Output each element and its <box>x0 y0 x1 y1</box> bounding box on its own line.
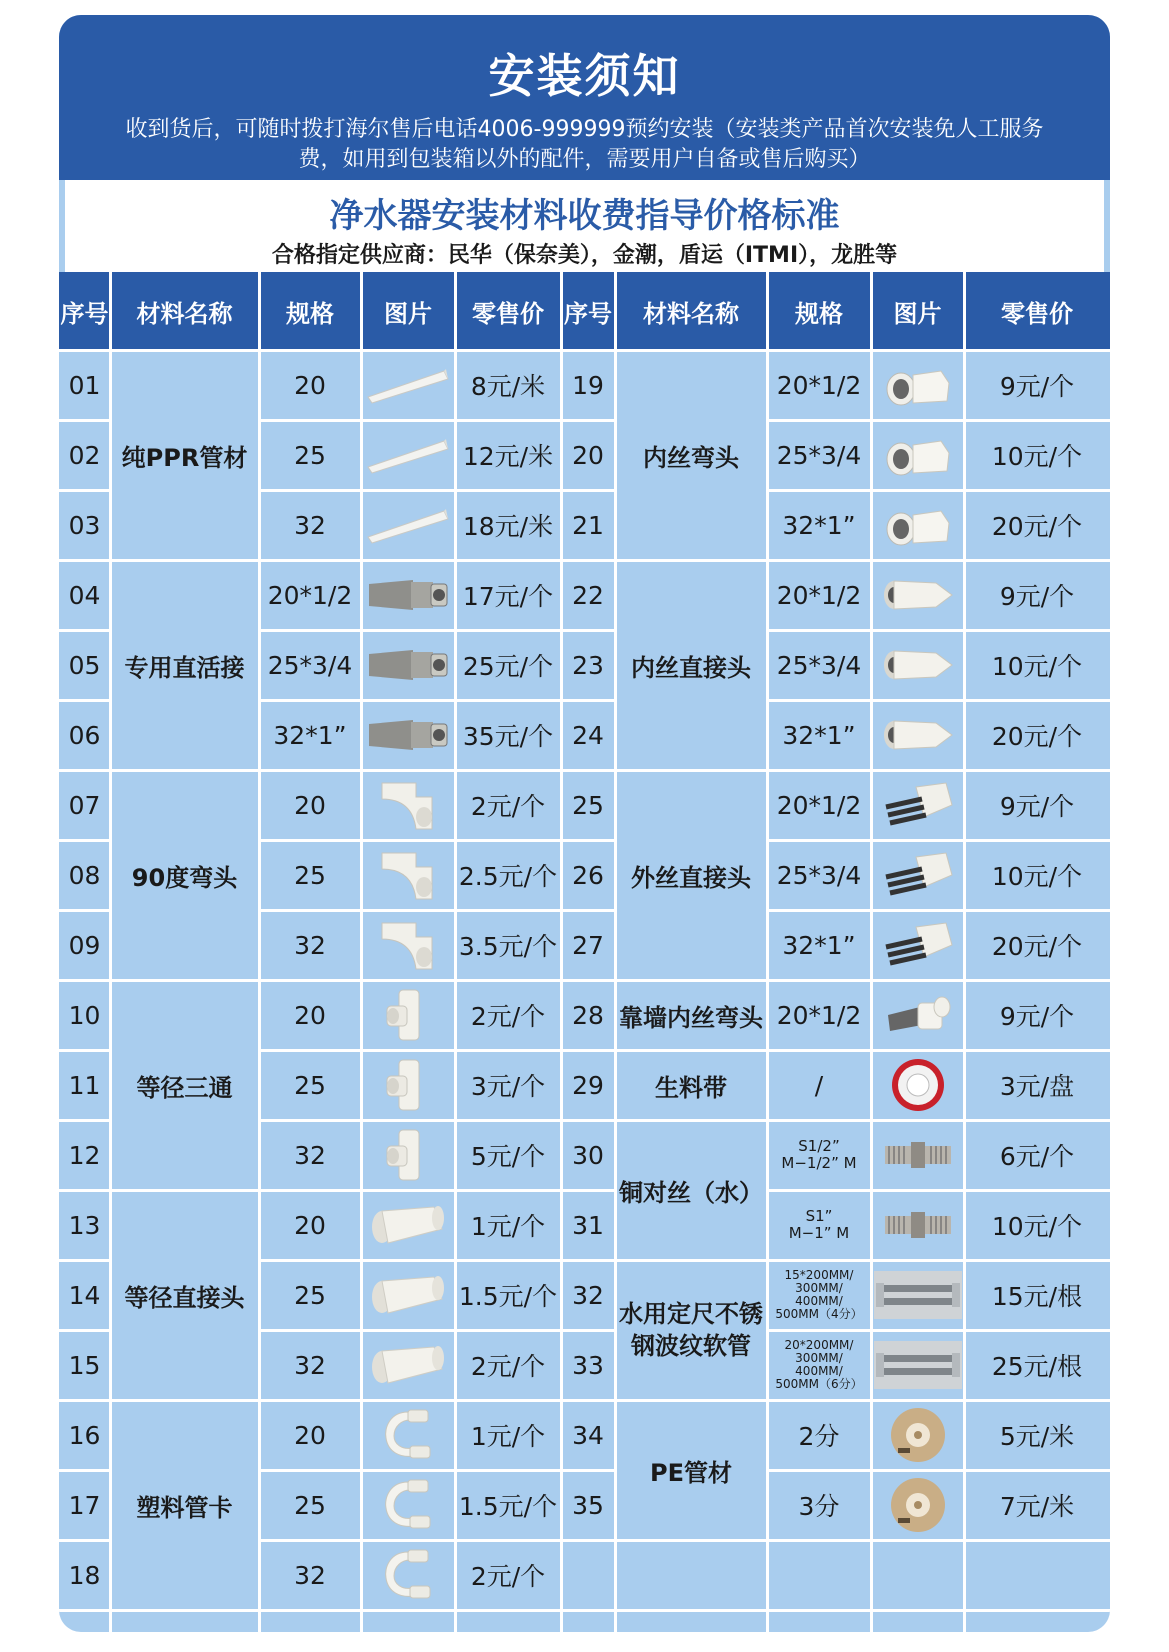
retail-price: 25元/根 <box>991 1352 1083 1381</box>
grid-line <box>767 1469 1110 1472</box>
grid-line <box>59 1399 110 1402</box>
female-elbow-icon <box>871 350 964 420</box>
grid-line <box>615 559 767 562</box>
grid-line <box>767 1399 1110 1402</box>
retail-price: 5元/米 <box>999 1422 1075 1451</box>
grid-line <box>360 272 363 1632</box>
grid-line <box>615 979 767 982</box>
spec <box>767 1540 871 1610</box>
grid-line <box>963 272 966 1632</box>
grid-line <box>767 489 1110 492</box>
row-number: 21 <box>572 510 604 540</box>
row-number: 07 <box>68 790 101 820</box>
retail-price: 10元/个 <box>991 1212 1083 1241</box>
price-guide-card <box>59 15 1110 1632</box>
grid-line <box>767 909 1110 912</box>
row-number: 22 <box>572 580 604 610</box>
grid-line <box>59 419 110 422</box>
retail-price: 20元/个 <box>991 932 1083 961</box>
retail-price: 1.5元/个 <box>458 1282 558 1311</box>
row-number: 04 <box>68 580 101 610</box>
material-name: 水用定尺不锈钢波纹软管 <box>619 1300 763 1360</box>
female-coupling-icon <box>871 630 964 700</box>
row-number: 26 <box>572 860 604 890</box>
column-header: 图片 <box>361 272 455 350</box>
row-number: 31 <box>572 1210 604 1240</box>
pipe-clip-icon <box>361 1540 455 1610</box>
retail-price: 7元/米 <box>999 1492 1075 1521</box>
spec: 20 <box>294 790 326 820</box>
spec: 25*3/4 <box>776 440 862 470</box>
grid-line <box>615 1259 767 1262</box>
grid-line <box>560 272 563 1632</box>
material-name: 90度弯头 <box>131 863 238 892</box>
retail-price: 15元/根 <box>991 1282 1083 1311</box>
retail-price: 10元/个 <box>991 442 1083 471</box>
spec: 25*3/4 <box>267 650 353 680</box>
grid-line <box>259 699 615 702</box>
grid-line <box>259 349 615 352</box>
grid-line <box>259 1189 615 1192</box>
retail-price: 6元/个 <box>999 1142 1075 1171</box>
grid-line <box>615 1539 767 1542</box>
female-coupling-icon <box>871 560 964 630</box>
retail-price: 3元/盘 <box>999 1072 1075 1101</box>
retail-price: 12元/米 <box>462 442 554 471</box>
material-name: 外丝直接头 <box>631 863 751 892</box>
retail-price: 8元/米 <box>470 372 546 401</box>
grid-line <box>767 699 1110 702</box>
grid-line <box>59 1609 110 1612</box>
material-name: 等径三通 <box>136 1073 233 1102</box>
retail-price: 10元/个 <box>991 652 1083 681</box>
grid-line <box>766 272 769 1632</box>
spec: 32*1” <box>782 720 856 750</box>
notice-text: 收到货后，可随时拨打海尔售后电话4006-999999预约安装（安装类产品首次安装免人工服务费，如用到包装箱以外的配件，需要用户自备或售后购买） <box>125 117 1044 172</box>
grid-line <box>59 839 110 842</box>
grid-line <box>59 769 110 772</box>
grid-line <box>59 1189 110 1192</box>
retail-price: 9元/个 <box>999 582 1075 611</box>
row-number: 17 <box>68 1490 101 1520</box>
female-elbow-icon <box>871 490 964 560</box>
spec: 25 <box>294 1490 326 1520</box>
grid-line <box>259 839 615 842</box>
pipe-clip-icon <box>361 1470 455 1540</box>
row-number: 30 <box>572 1140 604 1170</box>
grid-line <box>59 1329 110 1332</box>
tee-icon <box>361 1120 455 1190</box>
retail-price <box>964 1540 1110 1610</box>
grid-line <box>614 272 617 1632</box>
corrugated-hose-icon <box>871 1330 964 1400</box>
row-number: 35 <box>572 1490 604 1520</box>
grid-line <box>259 489 615 492</box>
grid-line <box>870 272 873 1632</box>
spec: 20*1/2 <box>776 790 862 820</box>
grid-line <box>110 559 259 562</box>
column-header: 材料名称 <box>615 272 767 350</box>
material-name: PE管材 <box>650 1458 732 1487</box>
grid-line <box>259 1469 615 1472</box>
straight-coupling-icon <box>361 1330 455 1400</box>
pe-pipe-coil-icon <box>871 1470 964 1540</box>
price-standard-title: 净水器安装材料收费指导价格标准 <box>329 196 840 236</box>
grid-line <box>259 979 615 982</box>
row-number: 13 <box>68 1210 101 1240</box>
spec: 20*1/2 <box>776 370 862 400</box>
supplier-list: 合格指定供应商：民华（保奈美），金潮，盾运（ITMI），龙胜等 <box>271 243 898 268</box>
row-number: 32 <box>572 1280 604 1310</box>
row-number: 29 <box>572 1070 604 1100</box>
spec: 32*1” <box>782 930 856 960</box>
corrugated-hose-icon <box>871 1260 964 1330</box>
column-header: 规格 <box>767 272 871 350</box>
column-header: 图片 <box>871 272 964 350</box>
spec: 20 <box>294 1210 326 1240</box>
row-number: 03 <box>68 510 101 540</box>
retail-price: 17元/个 <box>462 582 554 611</box>
row-number: 12 <box>68 1140 101 1170</box>
pe-pipe-coil-icon <box>871 1400 964 1470</box>
grid-line <box>767 419 1110 422</box>
row-number: 23 <box>572 650 604 680</box>
union-fitting-icon <box>361 630 455 700</box>
retail-price: 1元/个 <box>470 1212 546 1241</box>
tee-icon <box>361 1050 455 1120</box>
grid-line <box>110 1189 259 1192</box>
retail-price: 9元/个 <box>999 792 1075 821</box>
grid-line <box>59 1259 110 1262</box>
grid-line <box>59 1119 110 1122</box>
grid-line <box>767 349 1110 352</box>
row-number: 27 <box>572 930 604 960</box>
spec: 2分 <box>798 1422 840 1451</box>
row-number: 33 <box>572 1350 604 1380</box>
column-header: 材料名称 <box>110 272 259 350</box>
retail-price: 3元/个 <box>470 1072 546 1101</box>
female-coupling-icon <box>871 700 964 770</box>
grid-line <box>109 272 112 1632</box>
retail-price: 2元/个 <box>470 1562 546 1591</box>
material-name: 靠墙内丝弯头 <box>619 1003 763 1032</box>
row-number: 11 <box>68 1070 101 1100</box>
grid-line <box>767 1539 1110 1542</box>
union-fitting-icon <box>361 560 455 630</box>
ppr-pipe-icon <box>361 490 455 560</box>
retail-price: 3.5元/个 <box>458 932 558 961</box>
grid-line <box>259 909 615 912</box>
row-number: 15 <box>68 1350 101 1380</box>
spec: 20 <box>294 370 326 400</box>
wall-elbow-icon <box>871 980 964 1050</box>
grid-line <box>767 1189 1110 1192</box>
spec: 20 <box>294 1420 326 1450</box>
grid-line <box>259 769 615 772</box>
grid-line <box>767 1259 1110 1262</box>
row-number: 25 <box>572 790 604 820</box>
installation-notice-banner <box>59 15 1110 180</box>
retail-price: 10元/个 <box>991 862 1083 891</box>
retail-price: 20元/个 <box>991 512 1083 541</box>
spec: 25 <box>294 1070 326 1100</box>
straight-coupling-icon <box>361 1190 455 1260</box>
retail-price: 2元/个 <box>470 792 546 821</box>
row-number: 16 <box>68 1420 101 1450</box>
column-header: 规格 <box>259 272 361 350</box>
ppr-pipe-icon <box>361 420 455 490</box>
spec: 32*1” <box>782 510 856 540</box>
female-elbow-icon <box>871 420 964 490</box>
grid-line <box>110 769 259 772</box>
grid-line <box>259 1609 615 1612</box>
spec: 25*3/4 <box>776 860 862 890</box>
grid-line <box>110 1399 259 1402</box>
elbow-90-icon <box>361 910 455 980</box>
material-name: 纯PPR管材 <box>121 443 248 472</box>
spec: 32 <box>294 510 326 540</box>
grid-line <box>615 1399 767 1402</box>
grid-line <box>767 559 1110 562</box>
row-number: 34 <box>572 1420 604 1450</box>
spec: / <box>814 1070 824 1100</box>
row-number: 06 <box>68 720 101 750</box>
grid-line <box>767 629 1110 632</box>
grid-line <box>615 769 767 772</box>
row-number: 08 <box>68 860 101 890</box>
grid-line <box>110 1609 259 1612</box>
grid-line <box>59 979 110 982</box>
column-header: 序号 <box>561 272 615 350</box>
row-number: 01 <box>68 370 101 400</box>
spec: S1/2” M−1/2” M <box>781 1137 857 1172</box>
row-number: 24 <box>572 720 604 750</box>
spec: 20*1/2 <box>267 580 353 610</box>
retail-price: 25元/个 <box>462 652 554 681</box>
pipe-clip-icon <box>361 1400 455 1470</box>
grid-line <box>59 909 110 912</box>
price-table <box>59 272 1110 1632</box>
grid-line <box>259 1119 615 1122</box>
material-name: 内丝直接头 <box>631 653 751 682</box>
column-header: 零售价 <box>455 272 561 350</box>
material-name: 铜对丝（水） <box>619 1178 763 1207</box>
grid-line <box>615 349 767 352</box>
grid-line <box>767 1049 1110 1052</box>
price-standard-banner <box>65 180 1104 272</box>
row-number: 20 <box>572 440 604 470</box>
material-name: 等径直接头 <box>124 1283 245 1312</box>
brass-nipple-icon <box>871 1120 964 1190</box>
spec: 20*1/2 <box>776 580 862 610</box>
grid-line <box>615 1119 767 1122</box>
material-name: 生料带 <box>655 1073 727 1102</box>
brass-nipple-icon <box>871 1190 964 1260</box>
grid-line <box>259 1259 615 1262</box>
grid-line <box>615 1049 767 1052</box>
spec: 32 <box>294 1140 326 1170</box>
spec: 25 <box>294 860 326 890</box>
grid-line <box>767 1609 1110 1612</box>
grid-line <box>110 349 259 352</box>
union-fitting-icon <box>361 700 455 770</box>
retail-price: 35元/个 <box>462 722 554 751</box>
grid-line <box>59 1049 110 1052</box>
grid-line <box>59 1539 110 1542</box>
grid-line <box>59 1469 110 1472</box>
straight-coupling-icon <box>361 1260 455 1330</box>
grid-line <box>767 979 1110 982</box>
grid-line <box>59 699 110 702</box>
grid-line <box>259 1399 615 1402</box>
grid-line <box>259 559 615 562</box>
retail-price: 5元/个 <box>470 1142 546 1171</box>
retail-price: 2.5元/个 <box>458 862 558 891</box>
row-number: 10 <box>68 1000 101 1030</box>
spec: 20*1/2 <box>776 1000 862 1030</box>
retail-price: 9元/个 <box>999 372 1075 401</box>
spec: S1” M−1” M <box>788 1207 850 1242</box>
retail-price: 2元/个 <box>470 1352 546 1381</box>
male-coupling-icon <box>871 910 964 980</box>
spec: 25*3/4 <box>776 650 862 680</box>
row-number: 02 <box>68 440 101 470</box>
grid-line <box>454 272 457 1632</box>
grid-line <box>259 1539 615 1542</box>
retail-price: 20元/个 <box>991 722 1083 751</box>
row-number: 05 <box>68 650 101 680</box>
column-header: 序号 <box>59 272 110 350</box>
grid-line <box>767 1119 1110 1122</box>
ppr-pipe-icon <box>361 350 455 420</box>
grid-line <box>767 769 1110 772</box>
column-header: 零售价 <box>964 272 1110 350</box>
spec: 20 <box>294 1000 326 1030</box>
male-coupling-icon <box>871 840 964 910</box>
notice-title: 安装须知 <box>488 49 681 103</box>
row-number: 14 <box>68 1280 101 1310</box>
ptfe-tape-icon <box>871 1050 964 1120</box>
spec: 25 <box>294 1280 326 1310</box>
row-number: 09 <box>68 930 101 960</box>
material-name: 塑料管卡 <box>136 1493 233 1522</box>
elbow-90-icon <box>361 770 455 840</box>
material-name: 专用直活接 <box>124 653 245 682</box>
grid-line <box>259 419 615 422</box>
retail-price: 1元/个 <box>470 1422 546 1451</box>
grid-line <box>110 979 259 982</box>
row-number: 28 <box>572 1000 604 1030</box>
spec: 32 <box>294 930 326 960</box>
spec: 32 <box>294 1560 326 1590</box>
material-name: 内丝弯头 <box>643 443 739 472</box>
grid-line <box>59 489 110 492</box>
spec: 25 <box>294 440 326 470</box>
grid-line <box>615 1609 767 1612</box>
grid-line <box>59 559 110 562</box>
spec: 3分 <box>798 1492 840 1521</box>
row-number: 18 <box>68 1560 101 1590</box>
grid-line <box>258 272 261 1632</box>
retail-price: 9元/个 <box>999 1002 1075 1031</box>
grid-line <box>259 629 615 632</box>
retail-price: 18元/米 <box>462 512 554 541</box>
spec: 32*1” <box>273 720 347 750</box>
retail-price: 2元/个 <box>470 1002 546 1031</box>
male-coupling-icon <box>871 770 964 840</box>
row-number: 19 <box>572 370 604 400</box>
grid-line <box>259 1049 615 1052</box>
grid-line <box>767 1329 1110 1332</box>
spec: 32 <box>294 1350 326 1380</box>
spec: 20*200MM/ 300MM/ 400MM/ 500MM（6分） <box>775 1338 863 1391</box>
elbow-90-icon <box>361 840 455 910</box>
grid-line <box>59 349 110 352</box>
tee-icon <box>361 980 455 1050</box>
spec: 15*200MM/ 300MM/ 400MM/ 500MM（4分） <box>775 1268 863 1321</box>
grid-line <box>59 629 110 632</box>
row-number <box>561 1540 615 1610</box>
grid-line <box>259 1329 615 1332</box>
grid-line <box>767 839 1110 842</box>
retail-price: 1.5元/个 <box>458 1492 558 1521</box>
